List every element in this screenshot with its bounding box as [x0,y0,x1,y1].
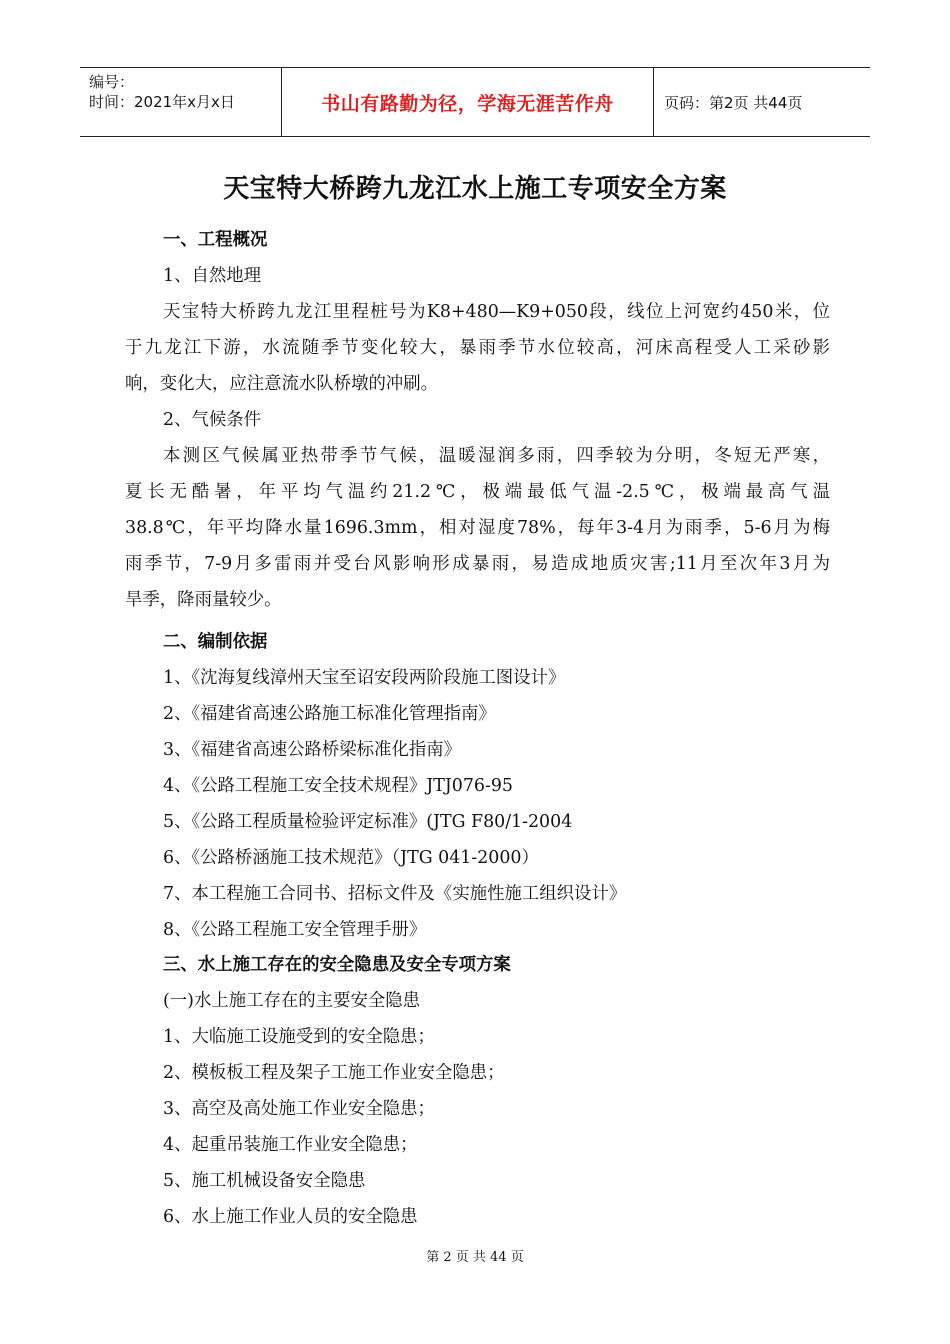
header-meta [80,68,282,136]
list-item: 8、《公路工程施工安全管理手册》 [163,920,427,940]
section-heading: 一、工程概况 [163,230,268,250]
list-item: 6、《公路桥涵施工技术规范》（JTG 041-2000） [163,848,539,868]
paragraph-line: 38.8℃，年平均降水量1696.3mm，相对湿度78%，每年3-4月为雨季，5-6月为梅 [125,518,830,538]
subsection-heading: 2、气候条件 [163,410,262,430]
paragraph-line: 响，变化大，应注意流水队桥墩的冲刷。 [125,374,439,394]
paragraph-line: 夏长无酷暑，年平均气温约21.2℃，极端最低气温-2.5℃，极端最高气温 [125,482,830,502]
list-item: 3、《福建省高速公路桥梁标准化指南》 [163,740,462,760]
list-item: 1、大临施工设施受到的安全隐患； [163,1027,435,1047]
list-item: 3、高空及高处施工作业安全隐患； [163,1099,435,1119]
paragraph-line: 天宝特大桥跨九龙江里程桩号为K8+480—K9+050段，线位上河宽约450米，位 [163,302,830,322]
paragraph-climate [125,438,830,618]
subsection-heading: (一)水上施工存在的主要安全隐患 [163,991,421,1011]
list-item: 5、《公路工程质量检验评定标准》(JTG F80/1-2004 [163,812,573,832]
subsection-heading: 1、自然地理 [163,266,262,286]
paragraph-line: 本测区气候属亚热带季节气候，温暖湿润多雨，四季较为分明，冬短无严寒， [163,446,830,466]
time-label: 时间：2021年x月x日 [89,93,235,111]
number-label: 编号： [89,73,135,91]
list-item: 2、模板板工程及架子工施工作业安全隐患； [163,1063,505,1083]
section-3-hazards [163,947,829,1235]
list-item: 5、施工机械设备安全隐患 [163,1171,366,1191]
section-heading: 三、水上施工存在的安全隐患及安全专项方案 [163,955,511,975]
subsection-climate-heading [163,402,829,438]
page-footer: 第 2 页 共 44 页 [426,1250,524,1265]
paragraph-line: 旱季，降雨量较少。 [125,590,282,610]
section-heading: 二、编制依据 [163,632,268,652]
list-item: 6、水上施工作业人员的安全隐患 [163,1207,418,1227]
list-item: 4、起重吊装施工作业安全隐患； [163,1135,418,1155]
paragraph-line: 雨季节，7-9月多雷雨并受台风影响形成暴雨，易造成地质灾害;11月至次年3月为 [125,554,830,574]
header-page-info: 页码：第2页 共44页 [664,93,803,112]
list-item: 7、本工程施工合同书、招标文件及《实施性施工组织设计》 [163,884,627,904]
list-item: 4、《公路工程施工安全技术规程》JTJ076-95 [163,776,513,796]
paragraph-line: 于九龙江下游，水流随季节变化较大，暴雨季节水位较高，河床高程受人工采砂影 [125,338,830,358]
header-table [80,67,870,137]
paragraph-natural-geography [125,294,830,402]
section-2-basis [163,624,829,948]
document-title: 天宝特大桥跨九龙江水上施工专项安全方案 [223,174,727,204]
header-motto: 书山有路勤为径，学海无涯苦作舟 [282,68,654,136]
list-item: 2、《福建省高速公路施工标准化管理指南》 [163,704,496,724]
section-1-heading-block [163,222,829,294]
list-item: 1、《沈海复线漳州天宝至诏安段两阶段施工图设计》 [163,668,566,688]
